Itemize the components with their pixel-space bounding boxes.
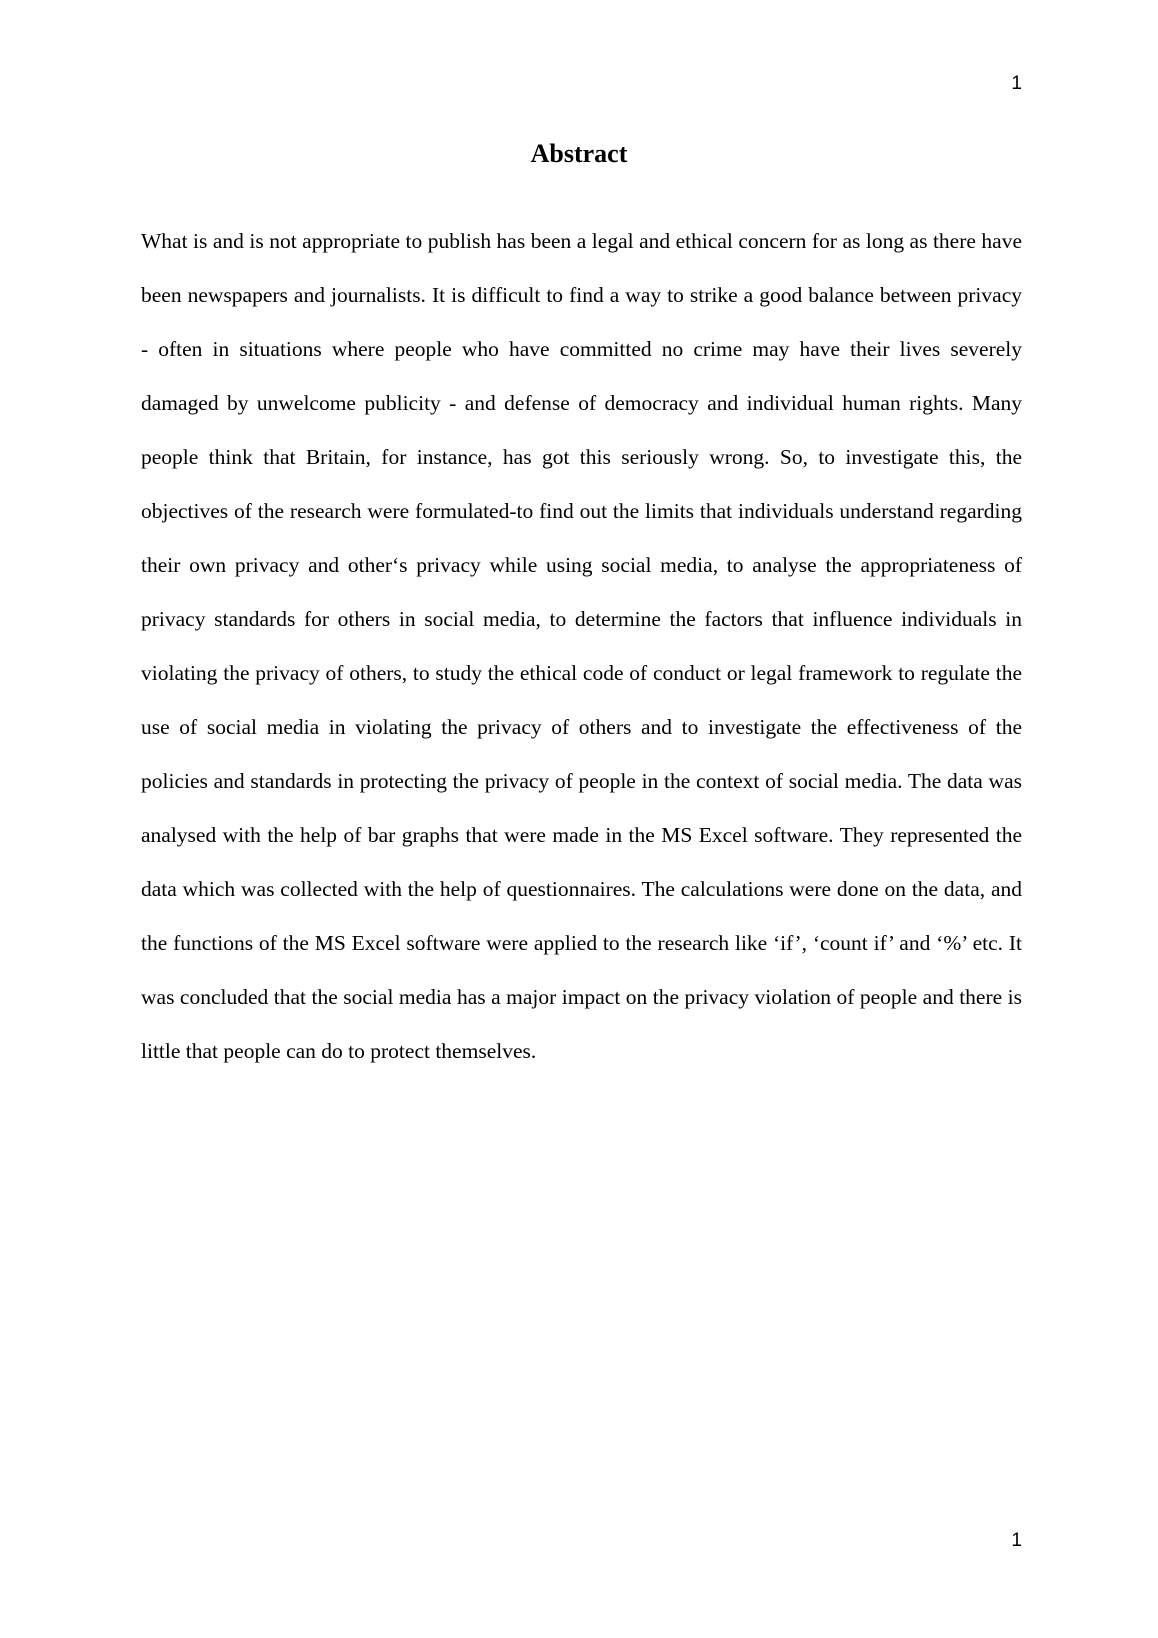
abstract-title: Abstract bbox=[530, 139, 628, 168]
abstract-body: What is and is not appropriate to publish has been a legal and ethical concern for as long as there have been newspapers and journalists. It is difficult to find a way to strike a good balance between privacy - often in situations where people who have committed no crime may have their lives severely damaged by unwelcome publicity - and defense of democracy and individual human rights. Many people think that Britain, for instance, has got this seriously wrong. So, to investigate this, the objectives of the research were formulated-to find out the limits that individuals understand regarding their own privacy and other‘s privacy while using social media, to analyse the appropriateness of privacy standards for others in social media, to determine the factors that influence individuals in violating the privacy of others, to study the ethical code of conduct or legal framework to regulate the use of social media in violating the privacy of others and to investigate the effectiveness of the policies and standards in protecting the privacy of people in the context of social media. The data was analysed with the help of bar graphs that were made in the MS Excel software. They represented the data which was collected with the help of questionnaires. The calculations were done on the data, and the functions of the MS Excel software were applied to the research like ‘if’, ‘count if’ and ‘%’ etc. It was concluded that the social media has a major impact on the privacy violation of people and there is little that people can do to protect themselves. bbox=[141, 229, 1022, 1063]
header-page-number: 1 bbox=[1011, 73, 1022, 94]
footer-page-number: 1 bbox=[1011, 1530, 1022, 1551]
